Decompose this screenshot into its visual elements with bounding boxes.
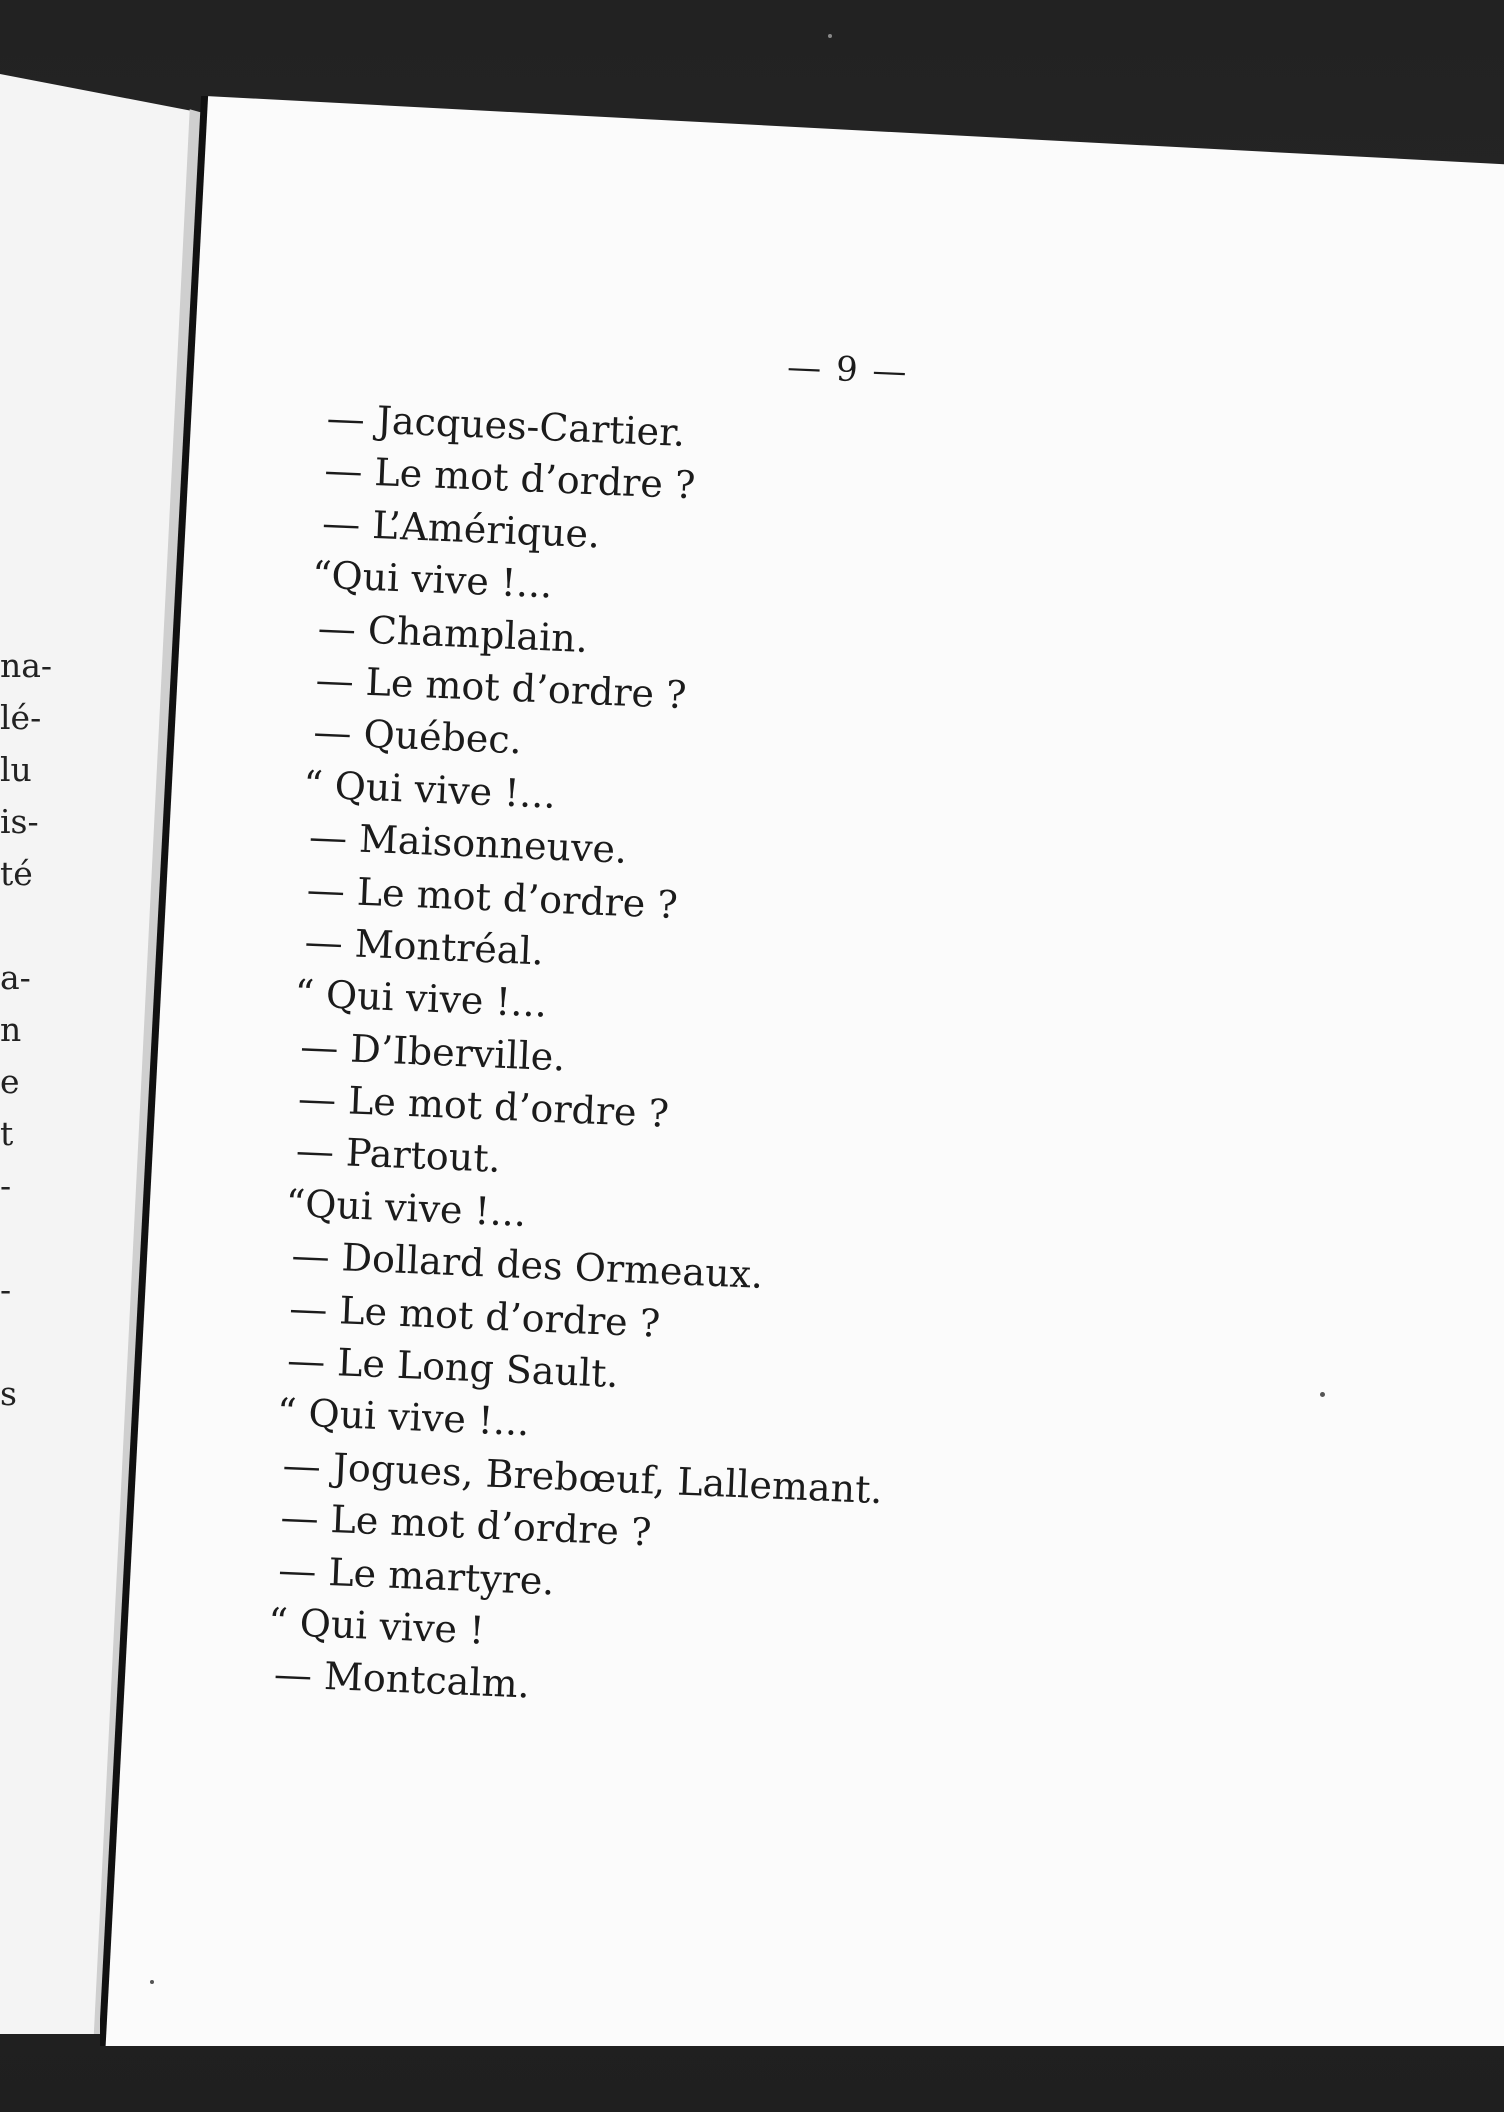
page-text-block	[269, 340, 1029, 1818]
call-line: “Qui vive !...	[311, 552, 554, 607]
previous-page-fragment: a-	[0, 958, 31, 997]
previous-page-text-fragments	[0, 640, 60, 1420]
reply-line: — Partout.	[295, 1128, 502, 1182]
previous-page-fragment: lu	[0, 750, 32, 789]
previous-page-fragment: té	[0, 854, 33, 893]
reply-line: — Le mot d’ordre ?	[279, 1495, 653, 1555]
reply-line: — Le martyre.	[277, 1547, 556, 1604]
previous-page-fragment: s	[0, 1374, 17, 1413]
reply-line: — Dollard des Ormeaux.	[290, 1233, 764, 1298]
reply-line: — Le mot d’ordre ?	[323, 448, 697, 508]
previous-page-fragment: is-	[0, 802, 39, 841]
page-number: — 9 —	[786, 347, 910, 393]
previous-page-fragment	[0, 1316, 60, 1368]
previous-page-fragment: n	[0, 1010, 22, 1049]
dust-speck	[150, 1980, 154, 1984]
previous-page-fragment	[0, 1212, 60, 1264]
previous-page-fragment: e	[0, 1062, 20, 1101]
previous-page-fragment	[0, 900, 60, 952]
reply-line: — Jacques-Cartier.	[325, 395, 687, 455]
reply-line: — Jogues, Brebœuf, Lallemant.	[281, 1442, 884, 1512]
call-line: “ Qui vive !...	[302, 762, 557, 817]
previous-page-fragment: t	[0, 1114, 14, 1153]
previous-page-fragment: lé-	[0, 698, 42, 737]
dust-speck	[1320, 1392, 1325, 1397]
reply-line: — Champlain.	[317, 605, 589, 661]
reply-line: — Le Long Sault.	[286, 1338, 620, 1397]
previous-page-fragment: -	[0, 1166, 12, 1205]
reply-line: — Le mot d’ordre ?	[314, 657, 688, 718]
call-line: “ Qui vive !...	[293, 971, 548, 1026]
dialogue-lines	[267, 392, 927, 1726]
previous-page-fragment: na-	[0, 646, 53, 685]
reply-line: — Montcalm.	[273, 1652, 531, 1707]
reply-line: — Le mot d’ordre ?	[306, 867, 679, 927]
call-line: “ Qui vive !...	[276, 1390, 531, 1445]
call-line: “ Qui vive !	[267, 1599, 486, 1653]
dust-speck	[828, 34, 832, 38]
reply-line: — Le mot d’ordre ?	[288, 1285, 662, 1346]
reply-line: — Maisonneuve.	[308, 814, 628, 872]
call-line: “Qui vive !...	[284, 1180, 527, 1235]
reply-line: — Le mot d’ordre ?	[297, 1076, 670, 1136]
reply-line: — L’Amérique.	[321, 500, 601, 557]
reply-line: — Québec.	[312, 710, 523, 763]
reply-line: — Montréal.	[303, 919, 545, 974]
reply-line: — D’Iberville.	[299, 1024, 567, 1080]
previous-page-fragment: -	[0, 1270, 12, 1309]
